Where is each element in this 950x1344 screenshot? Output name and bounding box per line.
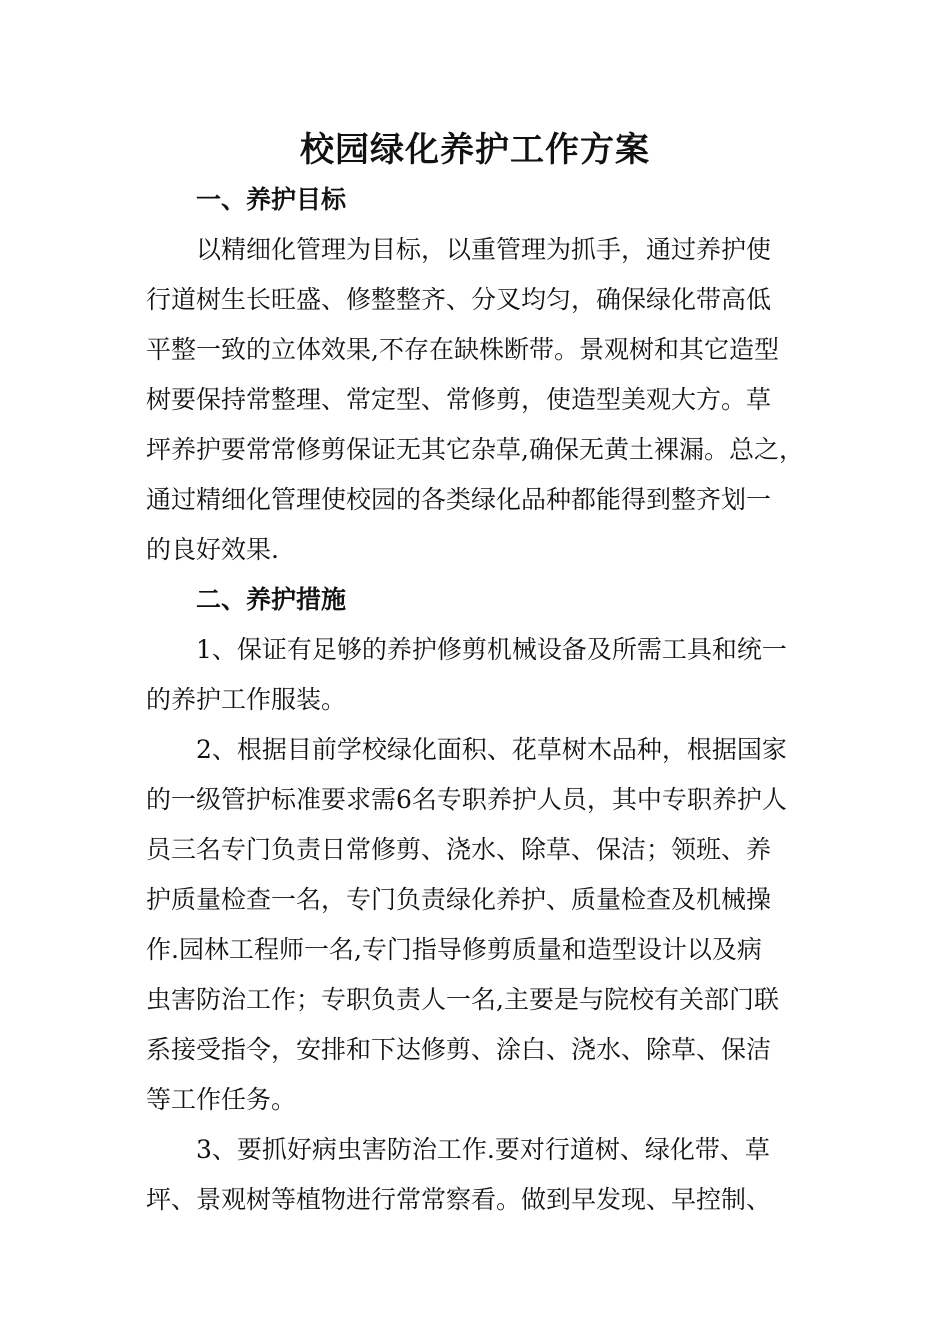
paragraph-line: 的一级管护标准要求需6名专职养护人员，其中专职养护人	[146, 785, 787, 814]
paragraph-line: 虫害防治工作；专职负责人一名,主要是与院校有关部门联	[146, 985, 779, 1014]
paragraph-line: 坪、景观树等植物进行常常察看。做到早发现、早控制、	[146, 1185, 772, 1214]
section-heading-measures: 二、养护措施	[196, 585, 347, 614]
paragraph-line: 行道树生长旺盛、修整整齐、分叉均匀，确保绿化带高低	[146, 285, 772, 314]
paragraph-line: 的良好效果.	[146, 535, 279, 564]
section-heading-goals: 一、养护目标	[196, 185, 347, 214]
paragraph-line: 坪养护要常常修剪保证无其它杂草,确保无黄土裸漏。总之，	[146, 435, 804, 464]
paragraph-line: 树要保持常整理、常定型、常修剪，使造型美观大方。草	[146, 385, 772, 414]
paragraph-line: 等工作任务。	[146, 1085, 297, 1114]
paragraph-line: 护质量检查一名，专门负责绿化养护、质量检查及机械操	[146, 885, 772, 914]
paragraph-line: 系接受指令，安排和下达修剪、涂白、浇水、除草、保洁	[146, 1035, 772, 1064]
paragraph-line: 1、保证有足够的养护修剪机械设备及所需工具和统一	[196, 635, 787, 664]
paragraph-line: 以精细化管理为目标，以重管理为抓手，通过养护使	[196, 235, 772, 264]
document-title: 校园绿化养护工作方案	[300, 130, 650, 170]
paragraph-line: 的养护工作服装。	[146, 685, 347, 714]
paragraph-line: 3、要抓好病虫害防治工作.要对行道树、绿化带、草	[196, 1135, 770, 1164]
paragraph-line: 员三名专门负责日常修剪、浇水、除草、保洁；领班、养	[146, 835, 772, 864]
paragraph-line: 通过精细化管理使校园的各类绿化品种都能得到整齐划一	[146, 485, 772, 514]
paragraph-line: 作.园林工程师一名,专门指导修剪质量和造型设计以及病	[146, 935, 762, 964]
paragraph-line: 2、根据目前学校绿化面积、花草树木品种，根据国家	[196, 735, 787, 764]
paragraph-line: 平整一致的立体效果,不存在缺株断带。景观树和其它造型	[146, 335, 779, 364]
